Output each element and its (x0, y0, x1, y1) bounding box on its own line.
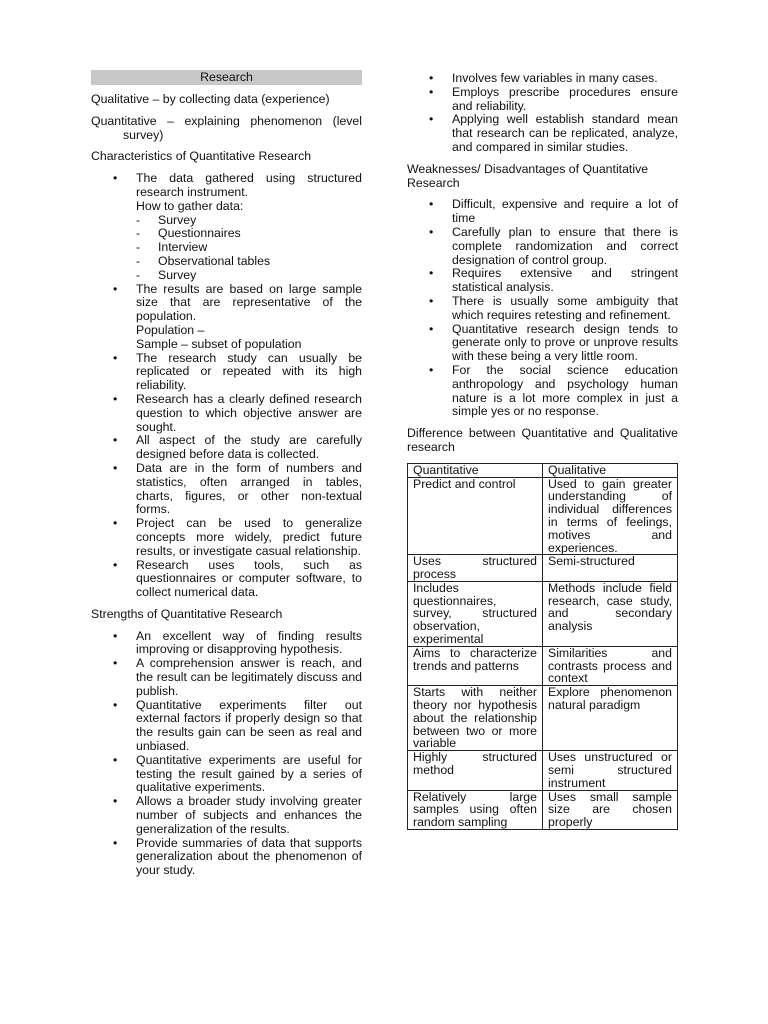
table-cell: Starts with neither theory nor hypothesis about the relationship between two or more variable (408, 686, 543, 751)
table-row (408, 581, 678, 646)
difference-heading: Difference between Quantitative and Qualitative research (407, 426, 678, 454)
list-item: • The research study can usually be replicated or repeated with its high reliability. (91, 352, 362, 393)
quantitative-definition: Quantitative – explaining phenomenon (level survey) (91, 113, 362, 142)
list-item: • Research has a clearly defined research question to which objective answer are sought. (91, 393, 362, 434)
list-item: • Allows a broader study involving greater number of subjects and enhances the generalization of the results. (91, 795, 362, 836)
table-header-cell: Quantitative (408, 463, 543, 477)
table-row (408, 686, 678, 751)
list-item (91, 283, 362, 352)
list-item: • Involves few variables in many cases. (407, 72, 678, 86)
list-item: • Data are in the form of numbers and statistics, often arranged in tables, charts, figures, or other non-textual forms. (91, 462, 362, 517)
table-cell: Methods include field research, case study, and secondary analysis (543, 581, 678, 646)
gather-item: - Survey (136, 212, 197, 227)
list-item: • Difficult, expensive and require a lot of time (407, 198, 678, 226)
weaknesses-heading: Weaknesses/ Disadvantages of Quantitative Research (407, 161, 649, 190)
population-line: Population – (136, 322, 205, 337)
left-column (91, 70, 362, 886)
gather-item: - Questionnaires (136, 226, 241, 241)
comparison-table (407, 463, 678, 830)
weaknesses-list (407, 198, 678, 419)
table-cell: Highly structured method (408, 751, 543, 790)
list-item-text: • The results are based on large sample size that are representative of the population. (136, 281, 362, 324)
page-title: Research (91, 70, 362, 85)
table-row (408, 751, 678, 790)
list-item: • A comprehension answer is reach, and the result can be legitimately discuss and publish. (91, 657, 362, 698)
list-item: • Quantitative experiments filter out external factors if properly design so that the results gain can be seen as real and unbiased. (91, 699, 362, 754)
table-cell: Predict and control (408, 477, 543, 555)
list-item: • All aspect of the study are carefully designed before data is collected. (91, 434, 362, 462)
table-header-cell: Qualitative (543, 463, 678, 477)
list-item: • An excellent way of finding results improving or disapproving hypothesis. (91, 630, 362, 658)
gather-heading: How to gather data: (136, 198, 244, 213)
table-header-row (408, 463, 678, 477)
table-row (408, 790, 678, 829)
gather-item: - Survey (136, 267, 197, 282)
strengths-continued-list (407, 72, 678, 155)
gather-item: - Interview (136, 240, 208, 255)
table-cell: Used to gain greater understanding of individual differences in terms of feelings, motives and experiences. (543, 477, 678, 555)
table-row (408, 646, 678, 685)
qualitative-definition: Qualitative – by collecting data (experience) (91, 92, 330, 106)
strengths-heading: Strengths of Quantitative Research (91, 606, 283, 621)
table-cell: Uses small sample size are chosen properly (543, 790, 678, 829)
list-item (91, 172, 362, 282)
gather-item: - Observational tables (136, 253, 271, 268)
characteristics-heading: Characteristics of Quantitative Research (91, 149, 312, 164)
list-item: • Applying well establish standard mean that research can be replicated, analyze, and compared in similar studies. (407, 113, 678, 154)
list-item: • Research uses tools, such as questionnaires or computer software, to collect numerical data. (91, 559, 362, 600)
list-item: • Quantitative research design tends to generate only to prove or unprove results with these being a very little room. (407, 323, 678, 364)
table-cell: Includes questionnaires, survey, structured observation, experimental (408, 581, 543, 646)
table-cell: Explore phenomenon natural paradigm (543, 686, 678, 751)
list-item: • Requires extensive and stringent statistical analysis. (407, 267, 678, 295)
table-row (408, 555, 678, 582)
table-cell: Aims to characterize trends and patterns (408, 646, 543, 685)
table-cell: Similarities and contrasts process and context (543, 646, 678, 685)
list-item: • Provide summaries of data that supports generalization about the phenomenon of your study. (91, 837, 362, 878)
table-cell: Semi-structured (543, 555, 678, 582)
characteristics-list (91, 172, 362, 600)
table-cell: Uses structured process (408, 555, 543, 582)
sample-line: Sample – subset of population (136, 336, 302, 351)
list-item: • There is usually some ambiguity that which requires retesting and refinement. (407, 295, 678, 323)
list-item: • Employs prescribe procedures ensure and reliability. (407, 86, 678, 114)
list-item: • Quantitative experiments are useful for testing the result gained by a series of qualitative experiments. (91, 754, 362, 795)
right-column (407, 70, 678, 830)
list-item: • Carefully plan to ensure that there is complete randomization and correct designation of control group. (407, 226, 678, 267)
list-item: • For the social science education anthropology and psychology human nature is a lot more complex in just a simple yes or no response. (407, 364, 678, 419)
list-item-text: • The data gathered using structured research instrument. (136, 171, 362, 199)
table-cell: Uses unstructured or semi structured instrument (543, 751, 678, 790)
list-item: • Project can be used to generalize concepts more widely, predict future results, or investigate casual relationship. (91, 517, 362, 558)
strengths-list (91, 630, 362, 878)
table-cell: Relatively large samples using often random sampling (408, 790, 543, 829)
table-row (408, 477, 678, 555)
